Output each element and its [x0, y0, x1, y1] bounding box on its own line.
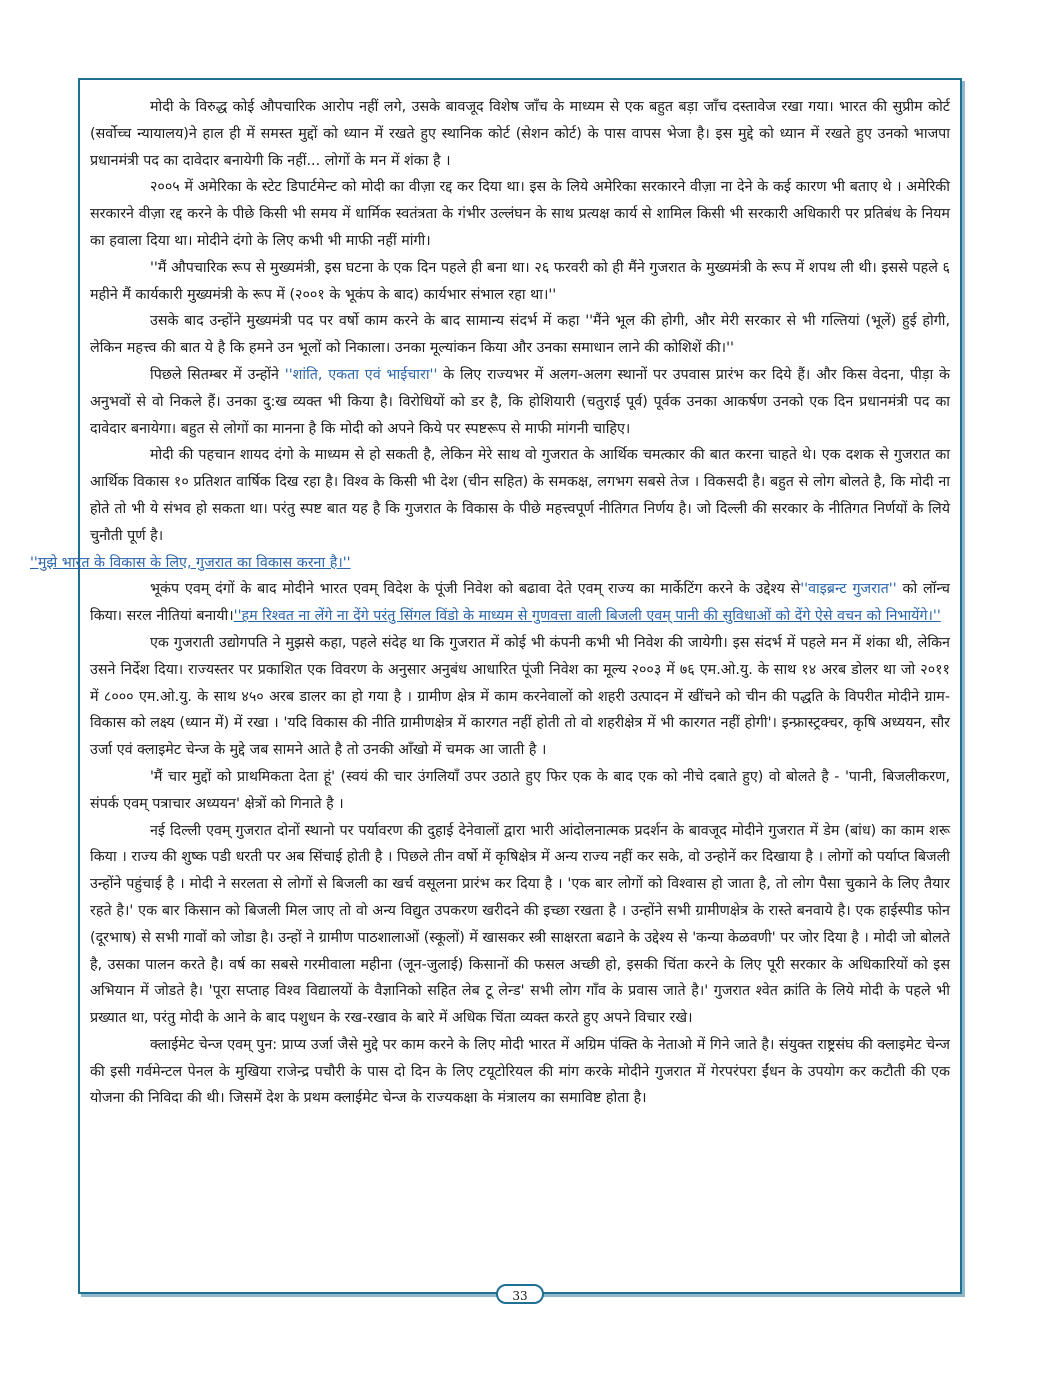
- page-frame: [30, 78, 962, 1294]
- paragraph-3: ''मैं औपचारिक रूप से मुख्यमंत्री, इस घटना के एक दिन पहले ही बना था। २६ फरवरी को ही मैंने गुजरात के मुख्यमंत्री के रूप में शपथ ली थी। इससे पहले ६ महीने मैं कार्यकारी मुख्यमंत्री के रूप में (२००१ के भूकंप के बाद) कार्यभार संभाल रहा था।'': [90, 259, 950, 303]
- paragraph-8: एक गुजराती उद्योगपति ने मुझसे कहा, पहले संदेह था कि गुजरात में कोई भी कंपनी कभी भी निवेश की जायेगी। इस संदर्भ में पहले मन में शंका थी, लेकिन उसने निर्देश दिया। राज्यस्तर पर प्रकाशित एक विवरण के अनुसार अनुबंध आधारित पूंजी निवेश का मूल्य २००३ में ७६ एम.ओ.यु. के साथ १४ अरब डोलर था जो २०११ में ८००० एम.ओ.यु. के साथ ४५० अरब डालर का हो गया है । ग्रामीण क्षेत्र में काम करनेवालों को शहरी उत्पादन में खींचने को चीन की पद्धति के विपरीत मोदीने ग्राम-विकास को लक्ष्य (ध्यान में) में रखा । 'यदि विकास की नीति ग्रामीणक्षेत्र में कारगत नहीं होती तो वो शहरीक्षेत्र में भी कारगत नहीं होगी'। इन्फ्रास्ट्रक्चर, कृषि अध्ययन, सौर उर्जा एवं क्लाइमेट चेन्ज के मुद्दे जब सामने आते है तो उनकी आँखो में चमक आ जाती है ।: [90, 634, 950, 759]
- paragraph-5-after: के लिए राज्यभर में अलग-अलग स्थानों पर उपवास प्रारंभ कर दिये हैं। और किस वेदना, पीड़ा के अनुभवों से वो निकले हैं। उनका दु:ख व्यक्त भी किया है। विरोधियों को डर है, कि होशियारी (चतुराई पूर्व) पूर्वक उनका आकर्षण उनको एक दिन प्रधानमंत्री पद का दावेदार बनायेगा। बहुत से लोगों का मानना है कि मोदी को अपने किये पर स्पष्टरूप से माफी मांगनी चाहिए।: [90, 366, 950, 437]
- paragraph-2: २००५ में अमेरिका के स्टेट डिपार्टमेन्ट को मोदी का वीज़ा रद्द कर दिया था। इस के लिये अमेरिका सरकारने वीज़ा ना देने के कई कारण भी बताए थे । अमेरिकी सरकारने वीज़ा रद्द करने के पीछे किसी भी समय में धार्मिक स्वतंत्रता के गंभीर उल्लंघन के साथ प्रत्यक्ष कार्य से शामिल किसी भी सरकारी अधिकारी पर प्रतिबंध के नियम का हवाला दिया था। मोदीने दंगो के लिए कभी भी माफी नहीं मांगी।: [90, 179, 950, 249]
- paragraph-5: [90, 362, 950, 442]
- highlighted-quote: ''हम रिश्वत ना लेंगे ना देंगे परंतु सिंगल विंडो के माध्यम से गुणवत्ता वाली बिजली एवम् पानी की सुविधाओं को देंगे ऐसे वचन को निभायेंगे।'': [233, 608, 941, 625]
- paragraph-6-text: मोदी की पहचान शायद दंगो के माध्यम से हो सकती है, लेकिन मेरे साथ वो गुजरात के आर्थिक चमत्कार की बात करना चाहते थे। एक दशक से गुजरात का आर्थिक विकास १० प्रतिशत वार्षिक दिख रहा है। विश्व के किसी भी देश (चीन सहित) के समकक्ष, लगभग सबसे तेज । विकसदी है। बहुत से लोग बोलते है, कि मोदी ना होते तो भी ये संभव हो सकता था। परंतु स्पष्ट बात यह है कि गुजरात के विकास के पीछे महत्त्वपूर्ण नीतिगत निर्णय है। जो दिल्ली की सरकार के नीतिगत निर्णयों के लिये चुनौती पूर्ण है।: [90, 447, 950, 544]
- paragraph-10: नई दिल्ली एवम् गुजरात दोनों स्थानो पर पर्यावरण की दुहाई देनेवालों द्वारा भारी आंदोलनात्मक प्रदर्शन के बावजूद मोदीने गुजरात में डेम (बांध) का काम शरू किया । राज्य की शुष्क पडी धरती पर अब सिंचाई होती है । पिछले तीन वर्षो में कृषिक्षेत्र में अन्य राज्य नहीं कर सके, वो उन्होनें कर दिखाया है । लोगों को पर्याप्त बिजली उन्होंने पहुंचाई है । मोदी ने सरलता से लोगों से बिजली का खर्च वसूलना प्रारंभ कर दिया है । 'एक बार लोगों को विश्वास हो जाता है, तो लोग पैसा चुकाने के लिए तैयार रहते है।' एक बार किसान को बिजली मिल जाए तो वो अन्य विद्युत उपकरण खरीदने की इच्छा रखता है । उन्होंने सभी ग्रामीणक्षेत्र के रास्ते बनवाये है। एक हाईस्पीड फोन (दूरभाष) से सभी गावों को जोडा है। उन्हों ने ग्रामीण पाठशालाओं (स्कूलों) में खासकर स्त्री साक्षरता बढाने के उद्देश्य से 'कन्या केळवणी' पर जोर दिया है । मोदी जो बोलते है, उसका पालन करते है। वर्ष का सबसे गरमीवाला महीना (जून-जुलाई) किसानों की फसल अच्छी हो, इसकी चिंता करने के लिए पूरी सरकार के अधिकारियों को इस अभियान में जोडते है। 'पूरा सप्ताह विश्व विद्यालयों के वैज्ञानिको सहित लेब टू लेन्ड' सभी लोग गाँव के प्रवास जाते है।' गुजरात श्वेत क्रांति के लिये मोदी के पहले भी प्रख्यात था, परंतु मोदी के आने के बाद पशुधन के रख-रखाव के बारे में अधिक चिंता व्यक्त करते हुए अपने विचार रखे।: [90, 822, 951, 1027]
- paragraph-9: 'मैं चार मुद्दों को प्राथमिकता देता हूं' (स्वयं की चार उंगलियाँ उपर उठाते हुए फिर एक के बाद एक को नीचे दबाते हुए) वो बोलते है - 'पानी, बिजलीकरण, संपर्क एवम् पत्राचार अध्ययन' क्षेत्रों को गिनाते है ।: [90, 768, 950, 812]
- highlighted-quote: ''शांति, एकता एवं भाईचारा'': [284, 366, 438, 383]
- highlighted-quote: ''मुझे भारत के विकास के लिए, गुजरात का विकास करना है।'': [30, 554, 351, 571]
- paragraph-7: [90, 576, 950, 630]
- paragraph-5-before: पिछले सितम्बर में उन्होंने: [150, 366, 285, 383]
- paragraph-7-middle: को लॉन्च किया। सरल नीतियां बनायी।: [90, 581, 950, 625]
- article-body: [30, 94, 951, 1112]
- paragraph-4: उसके बाद उन्होंने मुख्यमंत्री पद पर वर्षो काम करने के बाद सामान्य संदर्भ में कहा ''मैंने भूल की होगी, और मेरी सरकार से भी गल्तियां (भूलें) हुई होगी, लेकिन महत्त्व की बात ये है कि हमने उन भूलों को निकाला। उनका मूल्यांकन किया और उनका समाधान लाने की कोशिशें की।'': [90, 313, 950, 357]
- paragraph-1: मोदी के विरुद्ध कोई औपचारिक आरोप नहीं लगे, उसके बावजूद विशेष जाँच के माध्यम से एक बहुत बड़ा जाँच दस्तावेज रखा गया। भारत की सुप्रीम कोर्ट (सर्वोच्च न्यायालय)ने हाल ही में समस्त मुद्दों को ध्यान में रखते हुए स्थानिक कोर्ट (सेशन कोर्ट) के पास वापस भेजा है। इस मुद्दे को ध्यान में रखते हुए उनको भाजपा प्रधानमंत्री पद का दावेदार बनायेगी कि नहीं... लोगों के मन में शंका है ।: [90, 99, 950, 169]
- page-number: 33: [496, 1284, 544, 1304]
- paragraph-11: क्लाईमेट चेन्ज एवम् पुन: प्राप्य उर्जा जैसे मुद्दे पर काम करने के लिए मोदी भारत में अग्रिम पंक्ति के नेताओ में गिने जाते है। संयुक्त राष्ट्रसंघ की क्लाइमेट चेन्ज की इसी गर्वमेन्टल पेनल के मुखिया राजेन्द्र पचौरी के पास दो दिन के लिए टयूटोरियल की मांग करके मोदीने गुजरात में गेरपरंपरा ईंधन के उपयोग कर कटौती की एक योजना की निविदा की थी। जिसमें देश के प्रथम क्लाईमेट चेन्ज के राज्यकक्षा के मंत्रालय का समाविष्ट होता है।: [90, 1036, 950, 1107]
- paragraph-6: [30, 442, 950, 576]
- highlighted-quote: ''वाइब्रन्ट गुजरात'': [800, 581, 897, 598]
- paragraph-7-before: भूकंप एवम् दंगों के बाद मोदीने भारत एवम् विदेश के पूंजी निवेश को बढावा देते एवम् राज्य का मार्केटिंग करने के उद्देश्य से: [150, 581, 801, 598]
